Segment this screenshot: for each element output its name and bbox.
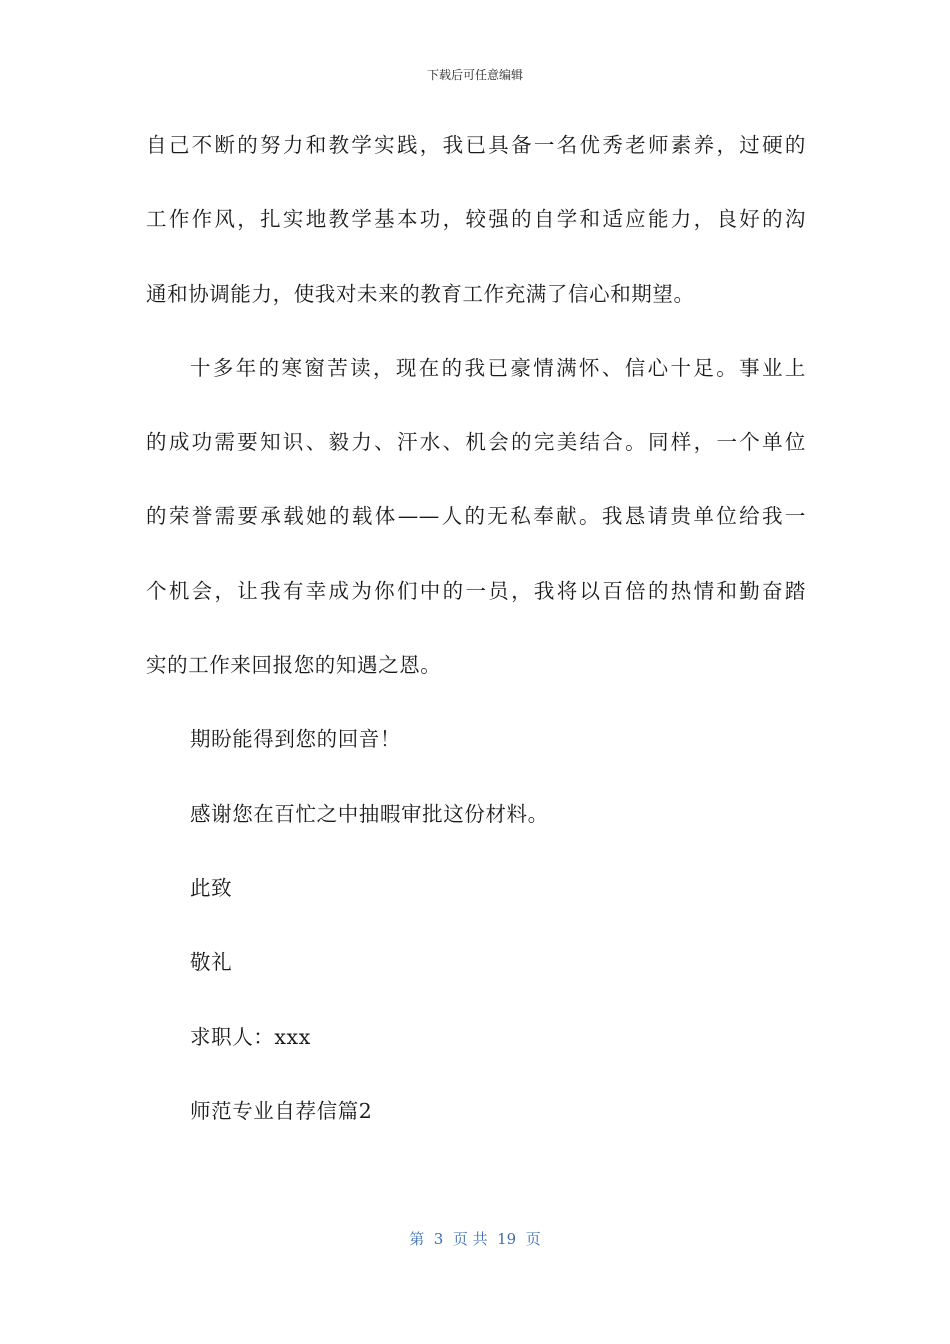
- paragraph-line: 的成功需要知识、毅力、汗水、机会的完美结合。同样，一个单位: [146, 430, 806, 455]
- signature-line: 求职人：xxx: [190, 1024, 311, 1049]
- page-footer: 第 3 页 共 19 页: [409, 1230, 541, 1248]
- salutation-line: 此致: [190, 875, 233, 900]
- paragraph-line: 实的工作来回报您的知遇之恩。: [146, 653, 442, 678]
- paragraph-line: 通和协调能力，使我对未来的教育工作充满了信心和期望。: [146, 281, 695, 306]
- salutation-line: 敬礼: [190, 950, 233, 975]
- paragraph-line: 个机会，让我有幸成为你们中的一员，我将以百倍的热情和勤奋踏: [146, 578, 806, 603]
- paragraph-line: 十多年的寒窗苦读，现在的我已豪情满怀、信心十足。事业上: [190, 355, 806, 380]
- closing-line: 感谢您在百忙之中抽暇审批这份材料。: [190, 801, 549, 826]
- section-title: 师范专业自荐信篇2: [190, 1098, 373, 1123]
- paragraph-line: 工作作风，扎实地教学基本功，较强的自学和适应能力，良好的沟: [146, 207, 806, 232]
- paragraph-line: 的荣誉需要承载她的载体——人的无私奉献。我恳请贵单位给我一: [146, 504, 806, 529]
- paragraph-line: 自己不断的努力和教学实践，我已具备一名优秀老师素养，过硬的: [146, 133, 806, 157]
- document-body: [146, 127, 806, 1167]
- page-header: 下载后可任意编辑: [426, 68, 523, 82]
- closing-line: 期盼能得到您的回音！: [190, 727, 401, 752]
